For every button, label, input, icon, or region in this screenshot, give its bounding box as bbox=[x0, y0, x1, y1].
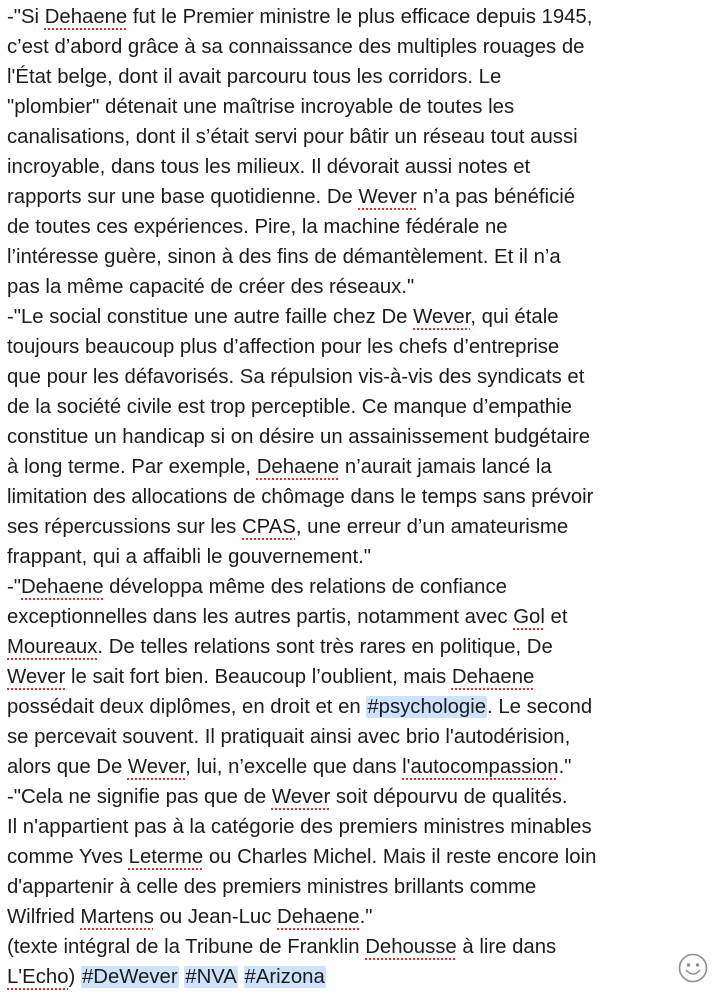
text-segment: pas la même capacité de créer des réseaux." bbox=[7, 276, 415, 298]
text-segment: alors que De bbox=[7, 756, 128, 778]
hashtag-link[interactable]: #psychologie bbox=[367, 696, 487, 718]
text-line bbox=[7, 812, 719, 842]
text-segment: ." bbox=[558, 756, 572, 778]
misspelled-word[interactable]: Dehaene bbox=[277, 906, 360, 928]
misspelled-word[interactable]: Leterme bbox=[128, 846, 204, 868]
text-segment: toujours beaucoup plus d’affection pour les chefs d’entreprise bbox=[7, 336, 560, 358]
text-line bbox=[7, 362, 719, 392]
text-line bbox=[7, 632, 719, 662]
text-line bbox=[7, 272, 719, 302]
text-segment: ." bbox=[359, 906, 373, 928]
text-line bbox=[7, 122, 719, 152]
misspelled-word[interactable]: Wever bbox=[358, 186, 417, 208]
text-line bbox=[7, 902, 719, 932]
text-line bbox=[7, 242, 719, 272]
text-line bbox=[7, 872, 719, 902]
text-segment: n’aurait jamais lancé la bbox=[339, 456, 552, 478]
text-segment: l'État belge, dont il avait parcouru tous les corridors. Le bbox=[7, 66, 502, 88]
text-line bbox=[7, 422, 719, 452]
text-line bbox=[7, 692, 719, 722]
text-segment: incroyable, dans tous les milieux. Il dévorait aussi notes et bbox=[7, 156, 531, 178]
text-segment: développa même des relations de confiance bbox=[103, 576, 507, 598]
text-line bbox=[7, 2, 719, 32]
text-segment: se percevait souvent. Il pratiquait ainsi avec brio l'autodérision, bbox=[7, 726, 571, 748]
misspelled-word[interactable]: Wever bbox=[413, 306, 471, 328]
text-segment: possédait deux diplômes, en droit et en bbox=[7, 696, 367, 718]
text-segment: limitation des allocations de chômage dans le temps sans prévoir bbox=[7, 486, 594, 508]
text-segment: , qui étale bbox=[470, 306, 559, 328]
text-line bbox=[7, 62, 719, 92]
misspelled-word[interactable]: Moureaux bbox=[7, 636, 98, 658]
text-line bbox=[7, 782, 719, 812]
text-line bbox=[7, 302, 719, 332]
misspelled-word[interactable]: Dehaene bbox=[21, 576, 104, 598]
text-line bbox=[7, 722, 719, 752]
text-segment: rapports sur une base quotidienne. De bbox=[7, 186, 359, 208]
text-segment: l’intéresse guère, sinon à des fins de démantèlement. Et il n’a bbox=[7, 246, 561, 268]
text-line bbox=[7, 572, 719, 602]
text-segment: Il n'appartient pas à la catégorie des premiers ministres minables bbox=[7, 816, 592, 838]
text-line bbox=[7, 182, 719, 212]
misspelled-word[interactable]: Wever bbox=[7, 666, 66, 688]
text-line bbox=[7, 452, 719, 482]
text-line bbox=[7, 752, 719, 782]
text-segment: (texte intégral de la Tribune de Franklin bbox=[7, 936, 366, 958]
text-segment: -"Le social constitue une autre faille chez De bbox=[7, 306, 414, 328]
text-segment: -" bbox=[7, 576, 21, 598]
text-segment: ) bbox=[68, 966, 81, 988]
text-segment: que pour les défavorisés. Sa répulsion vis-à-vis des syndicats et bbox=[7, 366, 585, 388]
misspelled-word[interactable]: Martens bbox=[80, 906, 154, 928]
text-segment: -"Cela ne signifie pas que de bbox=[7, 786, 272, 808]
text-segment: , une erreur d’un amateurisme bbox=[295, 516, 569, 538]
text-segment: n’a pas bénéficié bbox=[416, 186, 576, 208]
emoji-button[interactable] bbox=[678, 953, 708, 983]
text-line bbox=[7, 152, 719, 182]
text-segment: de toutes ces expériences. Pire, la machine fédérale ne bbox=[7, 216, 508, 238]
text-segment: fut le Premier ministre le plus efficace depuis 1945, bbox=[127, 6, 593, 28]
text-segment: ses répercussions sur les bbox=[7, 516, 242, 538]
text-segment: comme Yves bbox=[7, 846, 129, 868]
text-line bbox=[7, 212, 719, 242]
text-segment: , lui, n’excelle que dans bbox=[185, 756, 403, 778]
misspelled-word[interactable]: Dehaene bbox=[44, 6, 128, 28]
text-segment: c’est d’abord grâce à sa connaissance des multiples rouages de bbox=[7, 36, 585, 58]
text-line bbox=[7, 92, 719, 122]
text-segment: soit dépourvu de qualités. bbox=[330, 786, 568, 808]
smiley-face-icon bbox=[678, 953, 708, 983]
misspelled-word[interactable]: Wever bbox=[271, 786, 331, 808]
hashtag-link[interactable]: #DeWever bbox=[81, 966, 178, 988]
misspelled-word[interactable]: Wever bbox=[127, 756, 186, 778]
text-segment bbox=[238, 966, 244, 988]
text-line bbox=[7, 32, 719, 62]
text-segment: le sait fort bien. Beaucoup l’oublient, mais bbox=[65, 666, 452, 688]
text-segment: -"Si bbox=[7, 6, 45, 28]
text-line bbox=[7, 512, 719, 542]
text-segment: ou Jean-Luc bbox=[153, 906, 278, 928]
text-segment: frappant, qui a affaibli le gouvernement." bbox=[7, 546, 371, 568]
text-line bbox=[7, 542, 719, 572]
text-segment: . De telles relations sont très rares en politique, De bbox=[97, 636, 553, 658]
text-line bbox=[7, 932, 719, 962]
hashtag-link[interactable]: #NVA bbox=[185, 966, 237, 988]
misspelled-word[interactable]: Gol bbox=[513, 606, 545, 628]
text-line bbox=[7, 662, 719, 692]
text-line bbox=[7, 962, 719, 992]
misspelled-word[interactable]: L'Echo bbox=[7, 966, 69, 988]
text-segment: et bbox=[544, 606, 568, 628]
text-line bbox=[7, 332, 719, 362]
text-segment: exceptionnelles dans les autres partis, notamment avec bbox=[7, 606, 514, 628]
misspelled-word[interactable]: Dehousse bbox=[365, 936, 457, 958]
text-segment: . Le second bbox=[487, 696, 593, 718]
misspelled-word[interactable]: Dehaene bbox=[256, 456, 340, 478]
text-segment: canalisations, dont il s’était servi pour bâtir un réseau tout aussi bbox=[7, 126, 578, 148]
post-text-editor[interactable] bbox=[7, 2, 719, 992]
text-segment: constitue un handicap si on désire un assainissement budgétaire bbox=[7, 426, 591, 448]
text-line bbox=[7, 842, 719, 872]
text-line bbox=[7, 482, 719, 512]
misspelled-word[interactable]: CPAS bbox=[242, 516, 296, 538]
text-line bbox=[7, 392, 719, 422]
misspelled-word[interactable]: l'autocompassion bbox=[402, 756, 559, 778]
text-segment: à long terme. Par exemple, bbox=[7, 456, 257, 478]
misspelled-word[interactable]: Dehaene bbox=[451, 666, 535, 688]
text-line bbox=[7, 602, 719, 632]
text-segment: de la société civile est trop perceptible. Ce manque d’empathie bbox=[7, 396, 572, 418]
text-segment: à lire dans bbox=[456, 936, 557, 958]
hashtag-link[interactable]: #Arizona bbox=[244, 966, 325, 988]
text-segment: ou Charles Michel. Mais il reste encore loin bbox=[203, 846, 597, 868]
text-segment: Wilfried bbox=[7, 906, 81, 928]
text-segment: "plombier" détenait une maîtrise incroyable de toutes les bbox=[7, 96, 515, 118]
text-segment: d'appartenir à celle des premiers ministres brillants comme bbox=[7, 876, 537, 898]
